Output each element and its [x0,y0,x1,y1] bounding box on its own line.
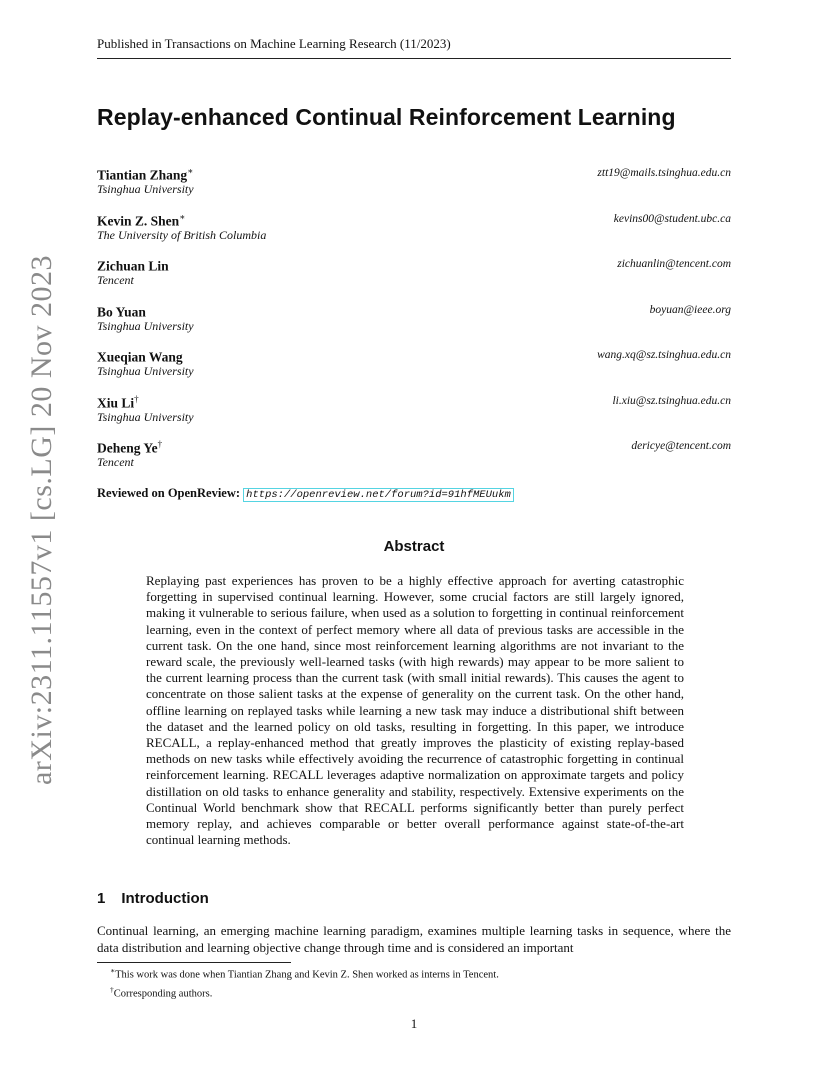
review-line [97,486,514,501]
author-email: dericye@tencent.com [631,440,731,452]
author-affiliation: Tsinghua University [97,364,194,378]
section-heading [97,890,209,907]
author-entry [97,394,731,440]
running-head: Published in Transactions on Machine Learning Research (11/2023) [97,36,731,59]
author-email: kevins00@student.ubc.ca [613,212,731,225]
author-entry [97,303,731,349]
author-name: Tiantian Zhang [97,167,188,183]
footnote [110,983,499,1002]
author-name: Deheng Ye [97,440,158,456]
footnotes [110,964,499,1001]
author-name: Zichuan Lin [97,258,169,274]
author-entry [97,348,731,394]
footnote [110,964,499,983]
author-affiliation: Tencent [97,273,134,287]
introduction-text: Continual learning, an emerging machine learning paradigm, examines multiple learning tasks in sequence, where the data distribution and learning objective change through time and is considered an important [97,923,731,955]
footnote-text: This work was done when Tiantian Zhang and Kevin Z. Shen worked as interns in Tencent. [115,969,499,981]
author-entry [97,257,731,303]
author-entry [97,212,731,258]
author-affiliation: Tsinghua University [97,318,194,333]
author-email: zichuanlin@tencent.com [617,258,731,270]
author-affiliation: Tsinghua University [97,182,194,196]
section-number: 1 [97,890,106,907]
author-name: Bo Yuan [97,304,146,319]
section-title: Introduction [121,890,209,907]
author-email: ztt19@mails.tsinghua.edu.cn [597,167,731,179]
author-name: Xueqian Wang [97,349,183,365]
paper-title: Replay-enhanced Continual Reinforcement Learning [97,104,676,130]
author-entry [97,439,731,485]
author-list [97,166,731,485]
arxiv-identifier-stamp: arXiv:2311.11557v1 [cs.LG] 20 Nov 2023 [25,254,58,786]
author-name: Xiu Li [97,395,135,410]
author-email: wang.xq@sz.tsinghua.edu.cn [597,349,731,361]
author-affiliation: The University of British Columbia [97,227,267,242]
author-affiliation: Tencent [97,455,134,469]
author-name: Kevin Z. Shen [97,213,180,228]
footnote-mark: † [110,984,114,994]
footnote-mark: ∗ [110,966,116,975]
author-footnote-mark: ∗ [179,211,186,222]
page-number: 1 [410,1016,418,1031]
author-affiliation: Tsinghua University [97,409,194,424]
author-email: boyuan@ieee.org [649,303,731,316]
abstract-heading: Abstract [383,538,445,555]
footnote-text: Corresponding authors. [113,988,213,999]
openreview-link[interactable]: https://openreview.net/forum?id=91hfMEUukm [243,488,514,502]
author-entry [97,166,731,212]
author-footnote-mark: † [134,393,139,404]
abstract-text: Replaying past experiences has proven to be a highly effective approach for averting catastrophic forgetting in supervised continual learning. However, some crucial factors are still largely ignored, making it vulnerable to serious failure, when used as a solution to forgetting in continual reinforcement learning, even in the context of perfect memory where all data of previous tasks are accessible in the current task. On the one hand, since most reinforcement learning algorithms are not invariant to the reward scale, the previously well-learned tasks (with high rewards) may appear to be more salient to the current learning process than the current task (with small initial rewards). This causes the agent to concentrate on those salient tasks at the expense of generality on the current task. On the other hand, offline learning on replayed tasks while learning a new task may induce a distributional shift between the dataset and the learned policy on old tasks, resulting in forgetting. In this paper, we introduce RECALL, a replay-enhanced method that greatly improves the plasticity of existing replay-based methods on new tasks while effectively avoiding the recurrence of catastrophic forgetting in continual reinforcement learning. RECALL leverages adaptive normalization on approximate targets and policy distillation on old tasks to enhance generality and stability, respectively. Extensive experiments on the Continual World benchmark show that RECALL performs significantly better than purely perfect memory replay, and achieves comparable or better overall performance against state-of-the-art continual learning methods. [146,573,684,848]
author-footnote-mark: ∗ [187,166,194,176]
review-label: Reviewed on OpenReview: [97,486,241,500]
footnote-divider [97,962,291,963]
author-footnote-mark: † [157,439,163,449]
author-email: li.xiu@sz.tsinghua.edu.cn [612,394,731,407]
